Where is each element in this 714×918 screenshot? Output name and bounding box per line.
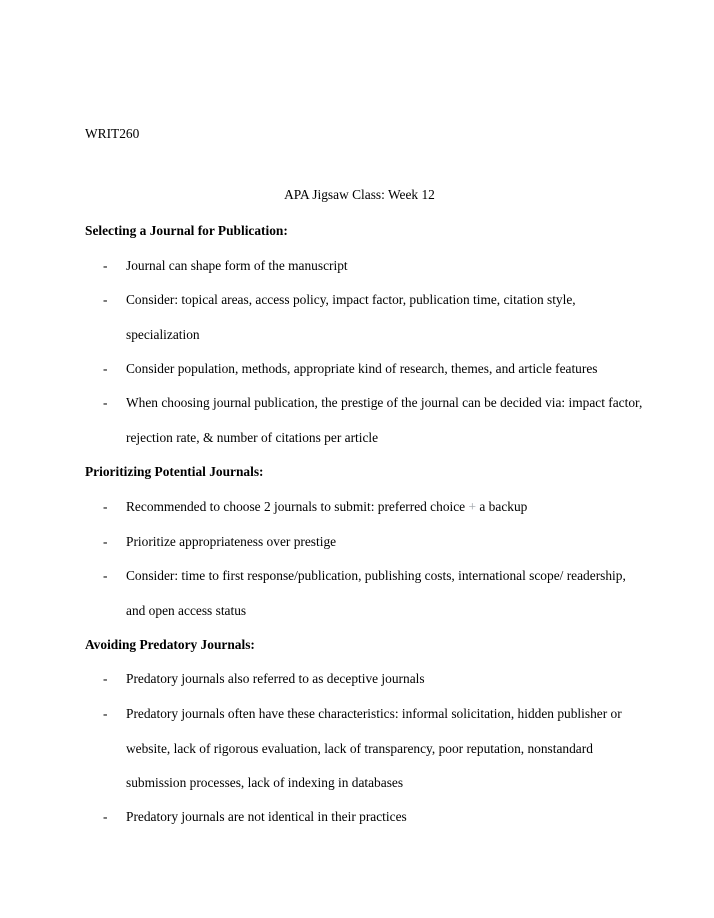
bullet-text: Predatory journals often have these characteristics: informal solicitation, hidden publisher or website, lack of rigorous evaluation, lack of transparency, poor reputation, nonstandard submission processes, lack of indexing in databases <box>126 706 622 790</box>
bullet-marker: - <box>103 809 108 824</box>
bullet-marker: - <box>103 361 108 376</box>
bullet-text: Consider: time to first response/publication, publishing costs, international scope/ readership, and open access status <box>126 568 626 618</box>
bullet-marker: - <box>103 258 108 273</box>
bullet-marker: - <box>103 671 108 686</box>
bullet-text: Prioritize appropriateness over prestige <box>126 534 337 549</box>
document-title: APA Jigsaw Class: Week 12 <box>284 187 435 202</box>
bullet-text: Predatory journals are not identical in their practices <box>126 809 407 824</box>
bullet-text: Predatory journals also referred to as deceptive journals <box>126 671 425 686</box>
plus-sign: + <box>468 499 477 514</box>
bullet-text: Recommended to choose 2 journals to submit: preferred choice + a backup <box>126 499 528 514</box>
bullet-text: Consider: topical areas, access policy, impact factor, publication time, citation style, specialization <box>126 292 576 342</box>
bullet-marker: - <box>103 534 108 549</box>
section-heading-prioritizing: Prioritizing Potential Journals: <box>85 464 264 479</box>
bullet-marker: - <box>103 706 108 721</box>
bullet-marker: - <box>103 292 108 307</box>
bullet-marker: - <box>103 499 108 514</box>
bullet-text: Journal can shape form of the manuscript <box>126 258 348 273</box>
section-heading-selecting: Selecting a Journal for Publication: <box>85 223 288 238</box>
bullet-marker: - <box>103 395 108 410</box>
section-heading-avoiding: Avoiding Predatory Journals: <box>85 637 255 652</box>
bullet-marker: - <box>103 568 108 583</box>
course-code: WRIT260 <box>85 126 140 141</box>
bullet-text: When choosing journal publication, the prestige of the journal can be decided via: impact factor, rejection rate, & number of citations per article <box>126 395 643 445</box>
bullet-text: Consider population, methods, appropriate kind of research, themes, and article features <box>126 361 598 376</box>
